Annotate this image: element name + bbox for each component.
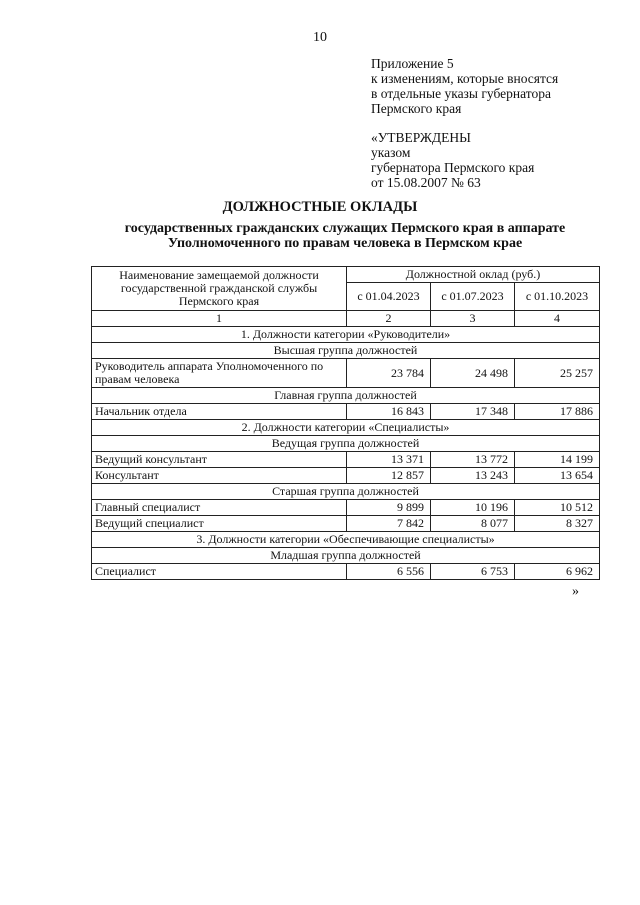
group-heading: Младшая группа должностей bbox=[92, 548, 600, 564]
position-name: Главный специалист bbox=[92, 500, 347, 516]
salary-value: 24 498 bbox=[431, 359, 515, 388]
date-column-header: с 01.04.2023 bbox=[347, 283, 431, 311]
salary-value: 6 556 bbox=[347, 564, 431, 580]
group-heading: Высшая группа должностей bbox=[92, 343, 600, 359]
group-heading: Главная группа должностей bbox=[92, 388, 600, 404]
appendix-line: к изменениям, которые вносятся bbox=[371, 71, 559, 86]
position-column-header: Наименование замещаемой должности государственной гражданской службы Пермского края bbox=[92, 267, 347, 311]
salary-value: 17 348 bbox=[431, 404, 515, 420]
table-row bbox=[92, 516, 600, 532]
date-column-header: с 01.07.2023 bbox=[431, 283, 515, 311]
salary-value: 12 857 bbox=[347, 468, 431, 484]
position-name: Ведущий специалист bbox=[92, 516, 347, 532]
table-row bbox=[92, 500, 600, 516]
approval-line: «УТВЕРЖДЕНЫ bbox=[371, 130, 471, 145]
date-column-header: с 01.10.2023 bbox=[515, 283, 600, 311]
position-name: Специалист bbox=[92, 564, 347, 580]
column-number: 3 bbox=[431, 311, 515, 327]
salary-value: 13 654 bbox=[515, 468, 600, 484]
column-number: 4 bbox=[515, 311, 600, 327]
salary-table bbox=[91, 266, 600, 580]
document-subtitle bbox=[80, 221, 610, 251]
salary-value: 16 843 bbox=[347, 404, 431, 420]
position-name: Руководитель аппарата Уполномоченного по правам человека bbox=[92, 359, 347, 388]
salary-value: 6 962 bbox=[515, 564, 600, 580]
approval-block bbox=[371, 130, 534, 190]
salary-value: 6 753 bbox=[431, 564, 515, 580]
salary-value: 13 772 bbox=[431, 452, 515, 468]
appendix-line: Приложение 5 bbox=[371, 56, 454, 71]
appendix-line: в отдельные указы губернатора bbox=[371, 86, 551, 101]
salary-value: 25 257 bbox=[515, 359, 600, 388]
salary-value: 14 199 bbox=[515, 452, 600, 468]
position-name: Консультант bbox=[92, 468, 347, 484]
group-heading: Ведущая группа должностей bbox=[92, 436, 600, 452]
salary-value: 8 327 bbox=[515, 516, 600, 532]
position-name: Начальник отдела bbox=[92, 404, 347, 420]
table-row bbox=[92, 452, 600, 468]
category-heading: 1. Должности категории «Руководители» bbox=[92, 327, 600, 343]
approval-line: губернатора Пермского края bbox=[371, 160, 535, 175]
appendix-line: Пермского края bbox=[371, 101, 462, 116]
table-row bbox=[92, 468, 600, 484]
salary-value: 10 196 bbox=[431, 500, 515, 516]
table-row bbox=[92, 404, 600, 420]
salary-value: 13 243 bbox=[431, 468, 515, 484]
group-heading: Старшая группа должностей bbox=[92, 484, 600, 500]
page-number: 10 bbox=[313, 30, 327, 45]
salary-value: 23 784 bbox=[347, 359, 431, 388]
category-heading: 3. Должности категории «Обеспечивающие специалисты» bbox=[92, 532, 600, 548]
salary-value: 10 512 bbox=[515, 500, 600, 516]
approval-line: указом bbox=[371, 145, 411, 160]
column-number: 1 bbox=[92, 311, 347, 327]
subtitle-line: государственных гражданских служащих Пермского края в аппарате bbox=[124, 221, 566, 236]
salary-value: 7 842 bbox=[347, 516, 431, 532]
approval-line: от 15.08.2007 № 63 bbox=[371, 175, 481, 190]
category-heading: 2. Должности категории «Специалисты» bbox=[92, 420, 600, 436]
appendix-block bbox=[371, 56, 558, 116]
column-number: 2 bbox=[347, 311, 431, 327]
table-row bbox=[92, 359, 600, 388]
subtitle-line: Уполномоченного по правам человека в Пермском крае bbox=[167, 236, 523, 251]
document-title: ДОЛЖНОСТНЫЕ ОКЛАДЫ bbox=[222, 199, 418, 215]
salary-value: 17 886 bbox=[515, 404, 600, 420]
closing-quote: » bbox=[572, 584, 579, 599]
salary-value: 9 899 bbox=[347, 500, 431, 516]
salary-column-group-header: Должностной оклад (руб.) bbox=[347, 267, 600, 283]
position-name: Ведущий консультант bbox=[92, 452, 347, 468]
table-row bbox=[92, 564, 600, 580]
salary-value: 13 371 bbox=[347, 452, 431, 468]
salary-value: 8 077 bbox=[431, 516, 515, 532]
